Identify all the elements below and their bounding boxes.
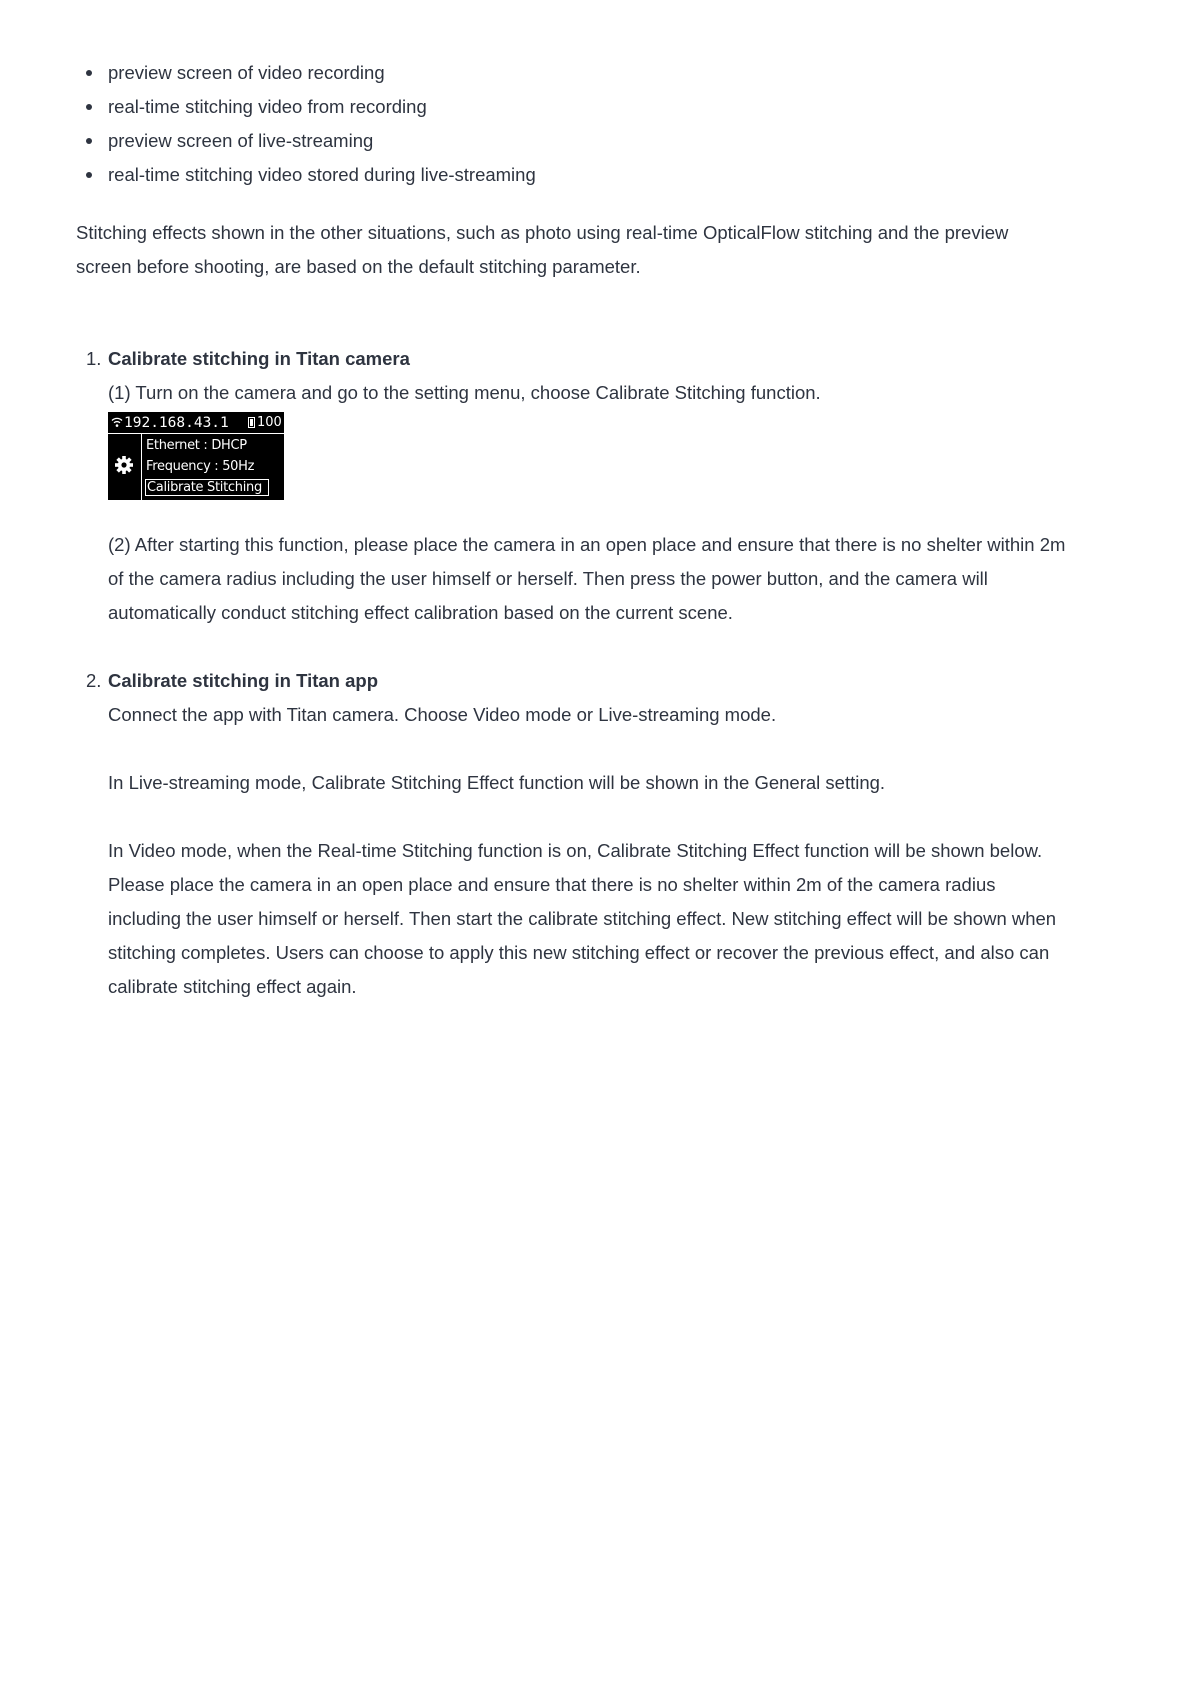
paragraph-line: calibrate stitching effect again. <box>108 976 357 997</box>
list-item <box>76 56 1126 90</box>
list-item <box>76 124 1126 158</box>
screen-divider <box>141 434 142 500</box>
steps-list <box>76 342 1126 1004</box>
list-item <box>76 158 1126 192</box>
paragraph-line: including the user himself or herself. Then start the calibrate stitching effect. New stitching effect will be shown when <box>108 908 1057 929</box>
list-item-text: real-time stitching video stored during live-streaming <box>108 164 536 185</box>
step-app <box>76 664 1126 1004</box>
paragraph-line: of the camera radius including the user himself or herself. Then press the power button, and the camera will <box>108 568 988 589</box>
screen-menu-ethernet: Ethernet : DHCP <box>146 438 247 453</box>
paragraph-line: (2) After starting this function, please place the camera in an open place and ensure that there is no shelter within 2m <box>108 534 1066 555</box>
video-mode-paragraph <box>108 834 1126 1004</box>
step-title: Calibrate stitching in Titan app <box>108 670 378 691</box>
spacer <box>108 800 1126 834</box>
document-page <box>76 56 1126 1004</box>
camera-screen-image <box>108 412 284 500</box>
list-item-text: preview screen of live-streaming <box>108 130 374 151</box>
paragraph-line: Stitching effects shown in the other situations, such as photo using real-time OpticalFlow stitching and the preview <box>76 222 1009 243</box>
step-instruction: Connect the app with Titan camera. Choose Video mode or Live-streaming mode. <box>108 704 777 725</box>
screen-ip-address: 192.168.43.1 <box>124 415 229 431</box>
step-title: Calibrate stitching in Titan camera <box>108 348 410 369</box>
live-streaming-paragraph: In Live-streaming mode, Calibrate Stitching Effect function will be shown in the General setting. <box>108 772 886 793</box>
bullet-icon <box>86 104 92 110</box>
paragraph-line: Please place the camera in an open place and ensure that there is no shelter within 2m of the camera radius <box>108 874 996 895</box>
bullet-icon <box>86 138 92 144</box>
paragraph-line: In Video mode, when the Real-time Stitching function is on, Calibrate Stitching Effect function will be shown below. <box>108 840 1043 861</box>
paragraph-line: stitching completes. Users can choose to apply this new stitching effect or recover the previous effect, and also can <box>108 942 1050 963</box>
bullet-icon <box>86 70 92 76</box>
step-instruction: (1) Turn on the camera and go to the setting menu, choose Calibrate Stitching function. <box>108 382 821 403</box>
wifi-icon <box>111 416 123 428</box>
situation-list <box>76 56 1126 192</box>
list-item-text: preview screen of video recording <box>108 62 385 83</box>
screen-status-bar <box>108 412 284 434</box>
screen-menu-frequency: Frequency : 50Hz <box>146 459 255 474</box>
bullet-icon <box>86 172 92 178</box>
step-paragraph <box>108 528 1126 630</box>
list-item-text: real-time stitching video from recording <box>108 96 427 117</box>
step-number: 1. <box>86 348 102 369</box>
gear-icon <box>114 455 134 475</box>
intro-paragraph <box>76 216 1126 284</box>
step-camera <box>76 342 1126 630</box>
paragraph-line: screen before shooting, are based on the default stitching parameter. <box>76 256 641 277</box>
screen-menu-calibrate-selected: Calibrate Stitching <box>145 479 269 496</box>
step-number: 2. <box>86 670 102 691</box>
battery-level: 100 <box>257 415 282 430</box>
spacer <box>108 732 1126 766</box>
battery-icon <box>248 417 255 428</box>
list-item <box>76 90 1126 124</box>
paragraph-line: automatically conduct stitching effect calibration based on the current scene. <box>108 602 733 623</box>
